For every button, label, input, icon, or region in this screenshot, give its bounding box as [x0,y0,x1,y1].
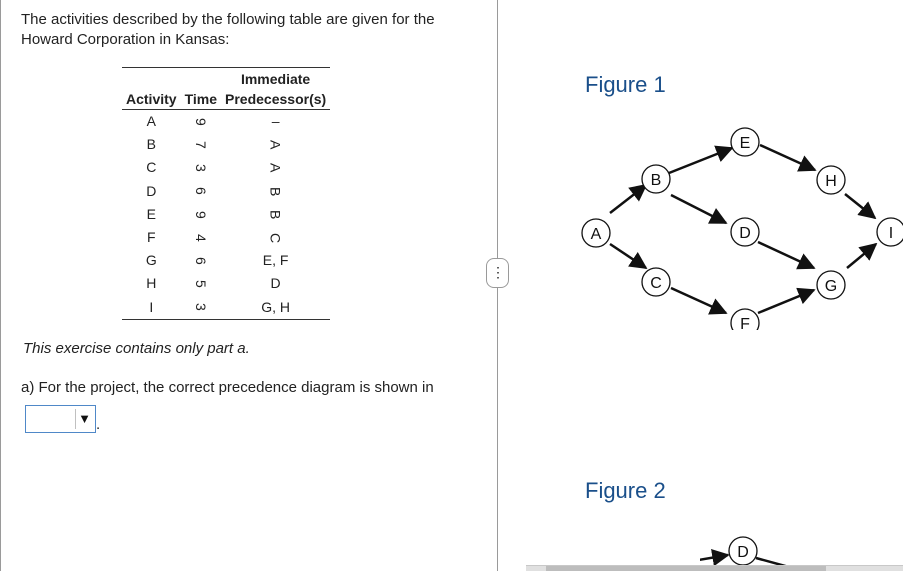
table-row [122,203,330,226]
figure-1-title: Figure 1 [585,72,666,97]
edge-h-i [845,194,875,218]
question-a [21,375,471,438]
time-cell: 3 [192,164,209,172]
figure-dropdown[interactable] [25,405,96,433]
header-activity: Activity [122,89,181,110]
time-cell: 4 [192,233,209,242]
activities-table [122,67,330,320]
node-label: I [888,225,894,242]
intro-text: The activities described by the following table are given for the Howard Corporation in Kansas: [21,11,435,48]
predecessor-cell: D [270,275,281,292]
header-time: Time [181,89,221,110]
question-text: a) For the project, the correct precedence diagram is shown in [21,379,434,396]
time-cell: 3 [192,303,209,312]
edge-f-g [758,290,814,313]
activity-cell: F [147,229,156,246]
exercise-note: This exercise contains only part a. [23,340,250,357]
edge-a-c [610,244,646,268]
figure-1-network-diagram [560,110,903,330]
scrollbar-thumb[interactable] [546,566,826,571]
node-label: A [590,226,602,243]
activity-cell: A [146,113,156,129]
time-cell: 9 [192,117,209,126]
edge-out-d [756,558,800,565]
activity-cell: D [146,182,157,199]
predecessor-cell: A [267,140,284,150]
dropdown-arrow-icon[interactable]: ▼ [75,409,93,429]
header-predecessors: Predecessor(s) [221,89,330,110]
edge-e-h [760,145,815,170]
header-immediate: Immediate [240,71,311,87]
horizontal-scrollbar[interactable] [526,565,903,571]
edge-g-i [847,244,876,268]
predecessor-cell: – [271,113,280,129]
predecessor-cell: B [267,186,284,196]
table-row [122,249,330,272]
time-cell: 5 [192,280,209,288]
table-row [122,180,330,203]
edge-c-f [671,288,726,313]
predecessor-cell: E, F [262,252,289,269]
time-cell: 7 [192,140,209,149]
node-label: B [650,172,662,189]
table-row [122,133,330,156]
activity-cell: H [146,275,157,292]
table-row [122,226,330,249]
table-header-spacer [122,68,221,90]
activity-cell: B [146,136,156,153]
edge-a-b [610,185,646,213]
node-label: H [825,173,837,190]
activity-cell: I [149,298,154,315]
node-label: D [739,225,751,242]
node-label: E [739,135,751,152]
splitter-handle[interactable]: ⋮ [486,258,509,288]
edge-d-g [758,242,814,268]
table-row [122,110,330,134]
time-cell: 9 [192,210,209,219]
activity-cell: E [146,205,156,222]
predecessor-cell: B [267,209,284,220]
node-label: F [740,316,750,330]
predecessor-cell: C [267,232,284,243]
figure-2-network-diagram [700,520,840,565]
question-suffix: . [96,416,101,433]
edge-into-d [700,555,728,565]
table-row [122,272,330,295]
activity-cell: C [146,159,157,176]
time-cell: 6 [192,187,209,196]
predecessor-cell: G, H [261,298,290,315]
table-row [122,156,330,179]
node-label: G [824,278,838,295]
activity-cell: G [145,252,157,269]
figure-2-title: Figure 2 [585,478,666,503]
time-cell: 6 [192,256,209,265]
node-label: C [650,275,662,292]
edge-b-e [669,148,732,173]
edge-b-d [671,195,726,223]
node-label: D [737,544,749,561]
predecessor-cell: A [267,163,284,173]
table-row [122,296,330,320]
